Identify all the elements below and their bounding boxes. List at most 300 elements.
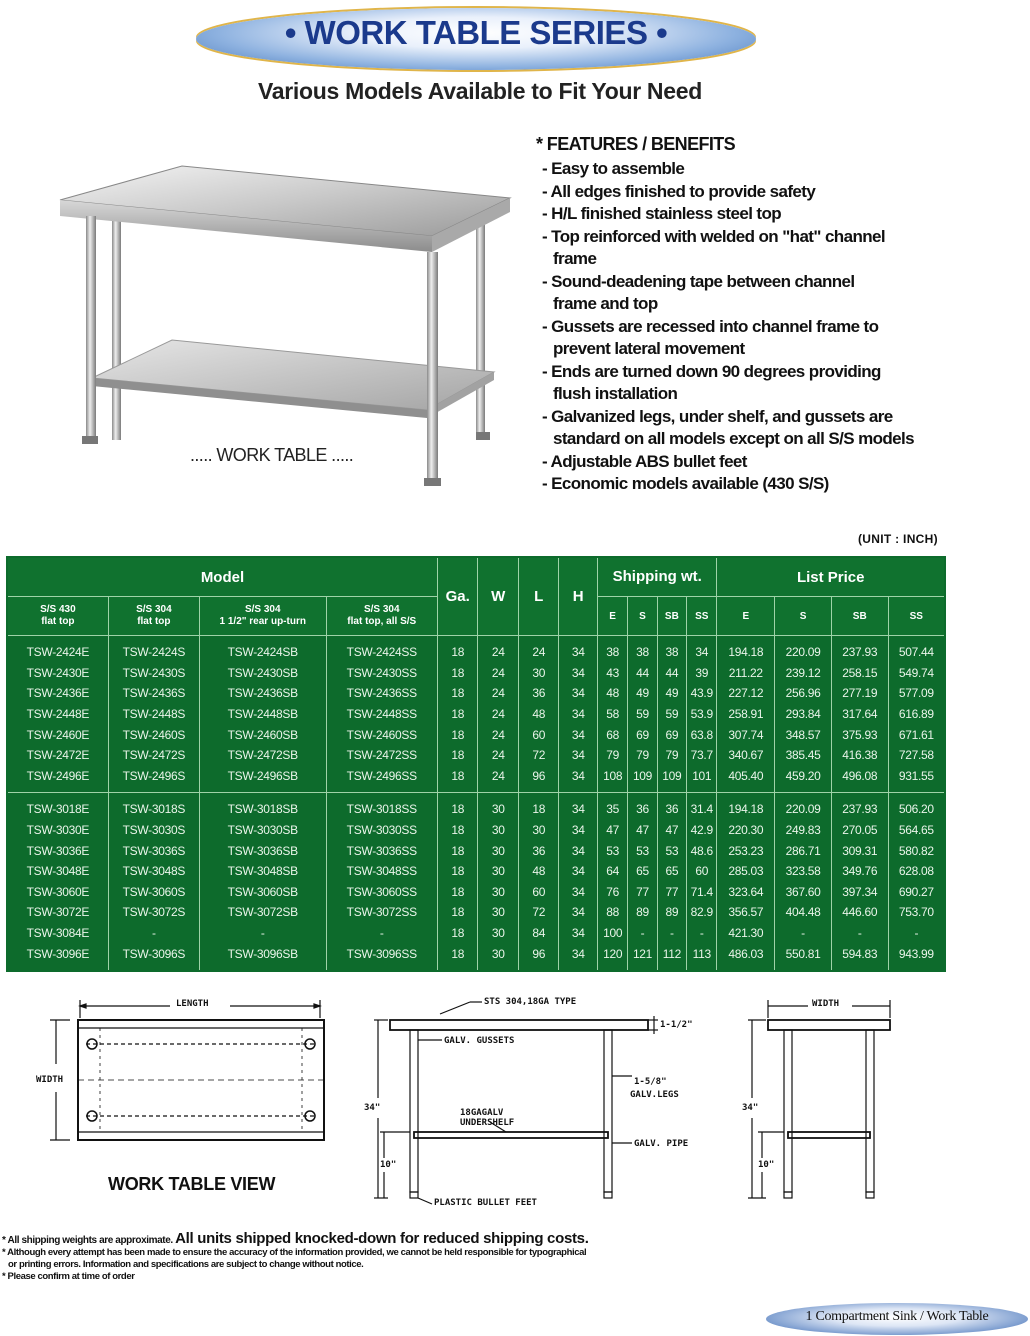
table-cell: TSW-2472SB <box>199 745 326 766</box>
table-cell: - <box>657 923 686 944</box>
table-cell: 286.71 <box>775 840 832 861</box>
spec-table-body <box>7 636 945 971</box>
table-cell: TSW-3036S <box>108 840 199 861</box>
table-cell: 36 <box>518 840 559 861</box>
table-cell: 30 <box>478 820 519 841</box>
table-cell: 690.27 <box>888 882 945 903</box>
feature-item: - Sound-deadening tape between channel frame and top <box>542 271 855 313</box>
table-cell: 375.93 <box>831 724 888 745</box>
table-cell: - <box>326 923 437 944</box>
table-cell: TSW-2424SB <box>199 636 326 663</box>
table-cell: TSW-3048SS <box>326 861 437 882</box>
table-cell: TSW-2448SS <box>326 704 437 725</box>
table-cell: 58 <box>597 704 627 725</box>
ship-col-header: SS <box>687 597 717 636</box>
table-cell: 671.61 <box>888 724 945 745</box>
top-material-label: STS 304,18GA TYPE <box>484 997 577 1007</box>
table-row <box>7 704 945 725</box>
table-cell: - <box>108 923 199 944</box>
table-cell: 69 <box>657 724 686 745</box>
table-row <box>7 882 945 903</box>
table-cell: TSW-2460SB <box>199 724 326 745</box>
table-cell: 100 <box>597 923 627 944</box>
table-cell: 307.74 <box>717 724 775 745</box>
feature-item: - Economic models available (430 S/S) <box>542 474 829 493</box>
page-title: • WORK TABLE SERIES • <box>284 14 668 51</box>
table-cell: 34 <box>559 745 597 766</box>
table-cell: 227.12 <box>717 683 775 704</box>
table-cell: 367.60 <box>775 882 832 903</box>
table-cell: 63.8 <box>687 724 717 745</box>
table-cell: 220.09 <box>775 793 832 820</box>
table-row <box>7 683 945 704</box>
table-cell: TSW-2424E <box>7 636 108 663</box>
table-cell: TSW-3018SS <box>326 793 437 820</box>
table-cell: 35 <box>597 793 627 820</box>
table-cell: 88 <box>597 902 627 923</box>
feature-item: - All edges finished to provide safety <box>542 181 816 201</box>
table-cell: TSW-3096S <box>108 943 199 971</box>
table-cell: 385.45 <box>775 745 832 766</box>
width-label: WIDTH <box>36 1075 64 1085</box>
table-cell: 53 <box>657 840 686 861</box>
table-cell: 931.55 <box>888 766 945 793</box>
table-cell: 340.67 <box>717 745 775 766</box>
table-cell: 18 <box>437 902 478 923</box>
model-col-header: S/S 304 flat top, all S/S <box>326 597 437 636</box>
table-cell: 727.58 <box>888 745 945 766</box>
table-cell: 109 <box>628 766 657 793</box>
side-width-label: WIDTH <box>812 999 840 1009</box>
footer-label: 1 Compartment Sink / Work Table <box>805 1309 989 1324</box>
table-cell: 18 <box>437 704 478 725</box>
table-cell: TSW-2496SS <box>326 766 437 793</box>
table-cell: 24 <box>478 766 519 793</box>
table-cell: TSW-3036SB <box>199 840 326 861</box>
table-cell: 34 <box>559 861 597 882</box>
table-cell: 323.64 <box>717 882 775 903</box>
table-cell: TSW-2448E <box>7 704 108 725</box>
table-cell: 71.4 <box>687 882 717 903</box>
table-row <box>7 724 945 745</box>
table-cell: 30 <box>478 882 519 903</box>
table-cell: 18 <box>437 793 478 820</box>
ship-col-header: E <box>597 597 627 636</box>
table-cell: 79 <box>597 745 627 766</box>
table-cell: TSW-3060E <box>7 882 108 903</box>
table-cell: 34 <box>559 943 597 971</box>
table-cell: 18 <box>437 943 478 971</box>
table-row <box>7 923 945 944</box>
price-col-header: E <box>717 597 775 636</box>
feature-item: - Adjustable ABS bullet feet <box>542 451 747 471</box>
table-cell: TSW-2430S <box>108 663 199 684</box>
table-cell: TSW-3036E <box>7 840 108 861</box>
page-subtitle: Various Models Available to Fit Your Need <box>258 78 702 104</box>
table-cell: 72 <box>518 902 559 923</box>
table-cell: TSW-2436SS <box>326 683 437 704</box>
feature-item: - H/L finished stainless steel top <box>542 204 782 223</box>
table-cell: TSW-2496SB <box>199 766 326 793</box>
table-cell: 73.7 <box>687 745 717 766</box>
table-cell: 89 <box>628 902 657 923</box>
table-cell: 628.08 <box>888 861 945 882</box>
table-cell: TSW-2460SS <box>326 724 437 745</box>
table-cell: 44 <box>657 663 686 684</box>
table-cell: 60 <box>687 861 717 882</box>
table-cell: 65 <box>628 861 657 882</box>
table-cell: TSW-2496E <box>7 766 108 793</box>
table-cell: 323.58 <box>775 861 832 882</box>
feet-label: PLASTIC BULLET FEET <box>434 1198 537 1208</box>
table-cell: 34 <box>559 820 597 841</box>
table-cell: TSW-3030S <box>108 820 199 841</box>
note-accuracy: * Although every attempt has been made to ensure the accuracy of the information provided, we cannot be held responsible for typographical <box>2 1247 587 1258</box>
table-cell: 77 <box>657 882 686 903</box>
table-cell: 64 <box>597 861 627 882</box>
table-cell: 89 <box>657 902 686 923</box>
table-cell: TSW-3060S <box>108 882 199 903</box>
table-cell: TSW-3096SS <box>326 943 437 971</box>
table-cell: TSW-2472E <box>7 745 108 766</box>
table-cell: 48 <box>518 704 559 725</box>
table-cell: TSW-3018E <box>7 793 108 820</box>
table-cell: 24 <box>478 683 519 704</box>
table-cell: - <box>775 923 832 944</box>
table-cell: 253.23 <box>717 840 775 861</box>
table-cell: 459.20 <box>775 766 832 793</box>
table-row <box>7 943 945 971</box>
table-cell: 616.89 <box>888 704 945 725</box>
table-cell: 34 <box>559 902 597 923</box>
table-cell: 30 <box>478 861 519 882</box>
table-row <box>7 636 945 663</box>
table-cell: - <box>628 923 657 944</box>
table-cell: 30 <box>478 840 519 861</box>
table-cell: - <box>199 923 326 944</box>
table-cell: 112 <box>657 943 686 971</box>
table-cell: TSW-3048S <box>108 861 199 882</box>
table-cell: 121 <box>628 943 657 971</box>
table-cell: 753.70 <box>888 902 945 923</box>
table-cell: TSW-2472S <box>108 745 199 766</box>
w-header: W <box>478 557 519 636</box>
table-row <box>7 820 945 841</box>
feature-item: - Top reinforced with welded on "hat" channel frame <box>542 226 885 268</box>
table-cell: TSW-3036SS <box>326 840 437 861</box>
table-cell: 108 <box>597 766 627 793</box>
table-cell: 77 <box>628 882 657 903</box>
table-cell: 30 <box>478 923 519 944</box>
table-cell: 256.96 <box>775 683 832 704</box>
thickness-label: 1-1/2" <box>660 1020 693 1030</box>
table-cell: 113 <box>687 943 717 971</box>
table-cell: TSW-3072E <box>7 902 108 923</box>
table-cell: 550.81 <box>775 943 832 971</box>
table-cell: 53 <box>597 840 627 861</box>
table-cell: 44 <box>628 663 657 684</box>
table-cell: 34 <box>559 724 597 745</box>
features-list <box>536 158 956 496</box>
note-confirm: * Please confirm at time of order <box>2 1271 135 1282</box>
table-cell: 309.31 <box>831 840 888 861</box>
table-cell: 194.18 <box>717 793 775 820</box>
table-cell: 79 <box>657 745 686 766</box>
table-cell: 34 <box>559 683 597 704</box>
table-cell: 446.60 <box>831 902 888 923</box>
table-cell: 36 <box>518 683 559 704</box>
table-cell: 404.48 <box>775 902 832 923</box>
table-cell: 69 <box>628 724 657 745</box>
table-cell: TSW-2424SS <box>326 636 437 663</box>
table-row <box>7 902 945 923</box>
table-cell: 34 <box>687 636 717 663</box>
h-header: H <box>559 557 597 636</box>
table-cell: TSW-3084E <box>7 923 108 944</box>
table-cell: 101 <box>687 766 717 793</box>
table-cell: TSW-3060SS <box>326 882 437 903</box>
table-cell: 34 <box>559 766 597 793</box>
table-cell: 53.9 <box>687 704 717 725</box>
table-cell: 34 <box>559 840 597 861</box>
table-cell: 43 <box>597 663 627 684</box>
table-cell: 317.64 <box>831 704 888 725</box>
table-cell: 60 <box>518 724 559 745</box>
side-height-label: 34" <box>742 1103 759 1113</box>
table-cell: 506.20 <box>888 793 945 820</box>
table-cell: 285.03 <box>717 861 775 882</box>
front-height-label: 34" <box>364 1103 381 1113</box>
table-cell: 65 <box>657 861 686 882</box>
table-cell: 249.83 <box>775 820 832 841</box>
legs-size-label: 1-5/8" <box>634 1077 667 1087</box>
table-cell: 18 <box>437 636 478 663</box>
table-cell: 18 <box>437 766 478 793</box>
table-cell: 507.44 <box>888 636 945 663</box>
table-cell: 82.9 <box>687 902 717 923</box>
table-cell: 38 <box>657 636 686 663</box>
table-cell: 47 <box>657 820 686 841</box>
table-cell: 220.30 <box>717 820 775 841</box>
table-cell: 348.57 <box>775 724 832 745</box>
table-cell: 24 <box>478 636 519 663</box>
table-cell: 48 <box>518 861 559 882</box>
table-cell: 38 <box>628 636 657 663</box>
table-row <box>7 663 945 684</box>
table-cell: TSW-3072S <box>108 902 199 923</box>
table-cell: - <box>888 923 945 944</box>
table-cell: 49 <box>657 683 686 704</box>
table-cell: 31.4 <box>687 793 717 820</box>
table-cell: 120 <box>597 943 627 971</box>
table-cell: 486.03 <box>717 943 775 971</box>
table-cell: TSW-2436S <box>108 683 199 704</box>
table-cell: 24 <box>478 724 519 745</box>
table-cell: 49 <box>628 683 657 704</box>
table-cell: 18 <box>437 724 478 745</box>
table-cell: 220.09 <box>775 636 832 663</box>
table-cell: 59 <box>628 704 657 725</box>
work-table-photo <box>52 160 522 490</box>
table-cell: 564.65 <box>888 820 945 841</box>
pipe-label: GALV. PIPE <box>634 1139 689 1149</box>
table-cell: 68 <box>597 724 627 745</box>
table-cell: TSW-2430E <box>7 663 108 684</box>
table-row <box>7 861 945 882</box>
table-cell: 60 <box>518 882 559 903</box>
price-col-header: SS <box>888 597 945 636</box>
l-header: L <box>518 557 559 636</box>
table-cell: 416.38 <box>831 745 888 766</box>
model-header: Model <box>7 557 437 597</box>
ship-col-header: SB <box>657 597 686 636</box>
table-cell: 34 <box>559 663 597 684</box>
feature-item: - Ends are turned down 90 degrees providing flush installation <box>542 361 881 403</box>
feature-item: - Galvanized legs, under shelf, and gussets are standard on all models except on all S/S models <box>542 406 915 448</box>
table-cell: 18 <box>437 923 478 944</box>
legs-label: GALV.LEGS <box>630 1090 679 1100</box>
unit-label: (UNIT : INCH) <box>858 532 938 546</box>
side-shelf-height-label: 10" <box>758 1160 775 1170</box>
table-cell: TSW-2472SS <box>326 745 437 766</box>
table-cell: 18 <box>437 683 478 704</box>
table-cell: TSW-3018S <box>108 793 199 820</box>
table-cell: 96 <box>518 943 559 971</box>
table-cell: 38 <box>597 636 627 663</box>
table-cell: 48.6 <box>687 840 717 861</box>
table-cell: 18 <box>437 882 478 903</box>
model-col-header: S/S 304 flat top <box>108 597 199 636</box>
photo-caption: ..... WORK TABLE ..... <box>190 445 354 465</box>
table-cell: 18 <box>437 840 478 861</box>
price-col-header: S <box>775 597 832 636</box>
table-cell: 421.30 <box>717 923 775 944</box>
table-cell: 34 <box>559 882 597 903</box>
table-cell: 39 <box>687 663 717 684</box>
ga-header: Ga. <box>437 557 478 636</box>
table-cell: TSW-2448S <box>108 704 199 725</box>
table-cell: TSW-3060SB <box>199 882 326 903</box>
note-shipping: * All shipping weights are approximate. All units shipped knocked-down for reduced shipping costs. <box>2 1230 589 1247</box>
undershelf-label-2: UNDERSHELF <box>460 1118 515 1128</box>
feature-item: - Easy to assemble <box>542 159 685 178</box>
table-row <box>7 793 945 820</box>
table-cell: 258.91 <box>717 704 775 725</box>
table-cell: 237.93 <box>831 793 888 820</box>
table-cell: 18 <box>518 793 559 820</box>
table-cell: 496.08 <box>831 766 888 793</box>
table-cell: 277.19 <box>831 683 888 704</box>
table-cell: TSW-3096SB <box>199 943 326 971</box>
table-cell: TSW-3096E <box>7 943 108 971</box>
features-heading: * FEATURES / BENEFITS <box>536 134 736 154</box>
table-cell: 356.57 <box>717 902 775 923</box>
table-cell: 24 <box>478 663 519 684</box>
feature-item: - Gussets are recessed into channel frame to prevent lateral movement <box>542 316 879 358</box>
table-cell: 76 <box>597 882 627 903</box>
table-cell: 79 <box>628 745 657 766</box>
table-cell: 34 <box>559 793 597 820</box>
length-label: LENGTH <box>176 999 209 1009</box>
footnotes <box>2 1230 882 1283</box>
table-cell: 397.34 <box>831 882 888 903</box>
table-cell: 96 <box>518 766 559 793</box>
table-cell: TSW-2448SB <box>199 704 326 725</box>
front-shelf-height-label: 10" <box>380 1160 397 1170</box>
table-cell: 943.99 <box>888 943 945 971</box>
side-view-drawing <box>740 992 910 1212</box>
table-cell: 24 <box>478 745 519 766</box>
price-col-header: SB <box>831 597 888 636</box>
table-cell: 47 <box>628 820 657 841</box>
table-cell: TSW-2496S <box>108 766 199 793</box>
table-cell: 24 <box>478 704 519 725</box>
table-cell: TSW-3048E <box>7 861 108 882</box>
table-cell: 109 <box>657 766 686 793</box>
table-cell: 47 <box>597 820 627 841</box>
table-cell: TSW-3030SB <box>199 820 326 841</box>
table-cell: TSW-2430SS <box>326 663 437 684</box>
table-cell: 239.12 <box>775 663 832 684</box>
table-cell: 349.76 <box>831 861 888 882</box>
table-cell: 24 <box>518 636 559 663</box>
table-cell: 237.93 <box>831 636 888 663</box>
table-cell: TSW-3072SB <box>199 902 326 923</box>
table-cell: - <box>687 923 717 944</box>
model-col-header: S/S 304 1 1/2" rear up-turn <box>199 597 326 636</box>
table-cell: 48 <box>597 683 627 704</box>
table-cell: 293.84 <box>775 704 832 725</box>
table-row <box>7 840 945 861</box>
table-cell: TSW-2424S <box>108 636 199 663</box>
table-cell: - <box>831 923 888 944</box>
table-cell: 18 <box>437 663 478 684</box>
table-cell: TSW-3072SS <box>326 902 437 923</box>
table-cell: 18 <box>437 861 478 882</box>
features-block <box>536 134 956 496</box>
shipping-header: Shipping wt. <box>597 557 717 597</box>
table-cell: 194.18 <box>717 636 775 663</box>
table-cell: 549.74 <box>888 663 945 684</box>
top-view-drawing <box>30 992 350 1172</box>
table-row <box>7 745 945 766</box>
table-cell: 270.05 <box>831 820 888 841</box>
table-cell: 580.82 <box>888 840 945 861</box>
work-table-view-caption: WORK TABLE VIEW <box>108 1174 276 1194</box>
table-cell: TSW-2430SB <box>199 663 326 684</box>
table-cell: TSW-3048SB <box>199 861 326 882</box>
table-cell: 258.15 <box>831 663 888 684</box>
table-cell: 18 <box>437 820 478 841</box>
table-cell: 211.22 <box>717 663 775 684</box>
table-cell: TSW-3030SS <box>326 820 437 841</box>
model-col-header: S/S 430 flat top <box>7 597 108 636</box>
table-cell: TSW-2460E <box>7 724 108 745</box>
table-cell: TSW-3018SB <box>199 793 326 820</box>
table-cell: 594.83 <box>831 943 888 971</box>
table-cell: 30 <box>518 663 559 684</box>
spec-price-table <box>6 556 946 972</box>
table-cell: TSW-2460S <box>108 724 199 745</box>
undershelf-label-1: 18GAGALV <box>460 1108 504 1118</box>
table-cell: 43.9 <box>687 683 717 704</box>
table-cell: 30 <box>478 902 519 923</box>
table-cell: 59 <box>657 704 686 725</box>
table-cell: 577.09 <box>888 683 945 704</box>
table-cell: TSW-2436SB <box>199 683 326 704</box>
table-cell: 36 <box>657 793 686 820</box>
table-cell: 34 <box>559 704 597 725</box>
